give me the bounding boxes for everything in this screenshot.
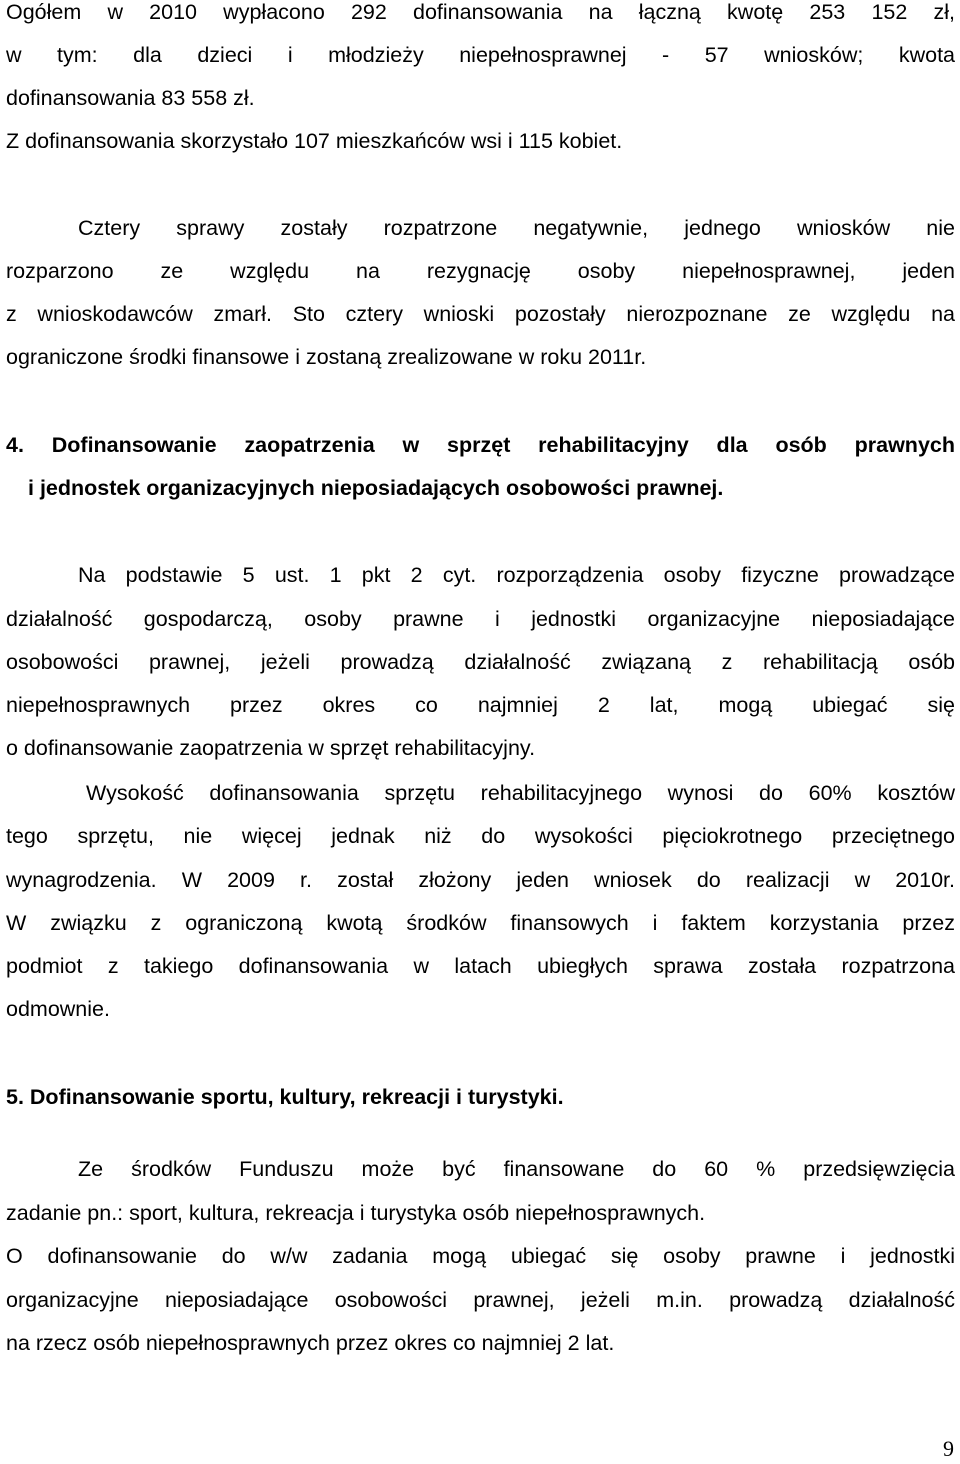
page-number: 9: [943, 1436, 954, 1461]
paragraph-line: wynagrodzenia. W 2009 r. został złożony jeden wniosek do realizacji w 2010r.: [6, 868, 955, 892]
paragraph-line: niepełnosprawnych przez okres co najmniej 2 lat, mogą ubiegać się: [6, 693, 955, 717]
paragraph-line: dofinansowania 83 558 zł.: [6, 86, 255, 110]
paragraph-line: Cztery sprawy zostały rozpatrzone negatywnie, jednego wniosków nie: [78, 216, 955, 240]
section-heading-5: 5. Dofinansowanie sportu, kultury, rekreacji i turystyki.: [6, 1085, 564, 1109]
paragraph-line: ograniczone środki finansowe i zostaną zrealizowane w roku 2011r.: [6, 345, 647, 369]
paragraph-line: podmiot z takiego dofinansowania w latach ubiegłych sprawa została rozpatrzona: [6, 954, 955, 978]
paragraph-line: działalność gospodarczą, osoby prawne i jednostki organizacyjne nieposiadające: [6, 607, 955, 631]
paragraph-line: O dofinansowanie do w/w zadania mogą ubiegać się osoby prawne i jednostki: [6, 1244, 955, 1268]
paragraph-line: Ogółem w 2010 wypłacono 292 dofinansowania na łączną kwotę 253 152 zł,: [6, 0, 955, 24]
paragraph-line: zadanie pn.: sport, kultura, rekreacja i turystyka osób niepełnosprawnych.: [6, 1201, 706, 1225]
paragraph-line: odmownie.: [6, 997, 110, 1021]
paragraph-line: W związku z ograniczoną kwotą środków finansowych i faktem korzystania przez: [6, 911, 955, 935]
paragraph-line: Na podstawie 5 ust. 1 pkt 2 cyt. rozporządzenia osoby fizyczne prowadzące: [78, 563, 955, 587]
paragraph-line: o dofinansowanie zaopatrzenia w sprzęt rehabilitacyjny.: [6, 736, 536, 760]
paragraph-line: w tym: dla dzieci i młodzieży niepełnosprawnej - 57 wniosków; kwota: [6, 43, 955, 67]
paragraph-line: osobowości prawnej, jeżeli prowadzą działalność związaną z rehabilitacją osób: [6, 650, 955, 674]
section-heading-4: 4. Dofinansowanie zaopatrzenia w sprzęt rehabilitacyjny dla osób prawnych: [6, 433, 955, 457]
section-heading-4-continued: i jednostek organizacyjnych nieposiadających osobowości prawnej.: [28, 476, 724, 500]
paragraph-line: na rzecz osób niepełnosprawnych przez okres co najmniej 2 lat.: [6, 1331, 615, 1355]
paragraph-line: Z dofinansowania skorzystało 107 mieszkańców wsi i 115 kobiet.: [6, 129, 623, 153]
paragraph-line: z wnioskodawców zmarł. Sto cztery wnioski pozostały nierozpoznane ze względu na: [6, 302, 955, 326]
paragraph-line: organizacyjne nieposiadające osobowości prawnej, jeżeli m.in. prowadzą działalność: [6, 1288, 955, 1312]
paragraph-line: rozparzono ze względu na rezygnację osoby niepełnosprawnej, jeden: [6, 259, 955, 283]
paragraph-line: Ze środków Funduszu może być finansowane do 60 % przedsięwzięcia: [78, 1157, 955, 1181]
paragraph-line: Wysokość dofinansowania sprzętu rehabilitacyjnego wynosi do 60% kosztów: [86, 781, 955, 805]
paragraph-line: tego sprzętu, nie więcej jednak niż do wysokości pięciokrotnego przeciętnego: [6, 824, 955, 848]
